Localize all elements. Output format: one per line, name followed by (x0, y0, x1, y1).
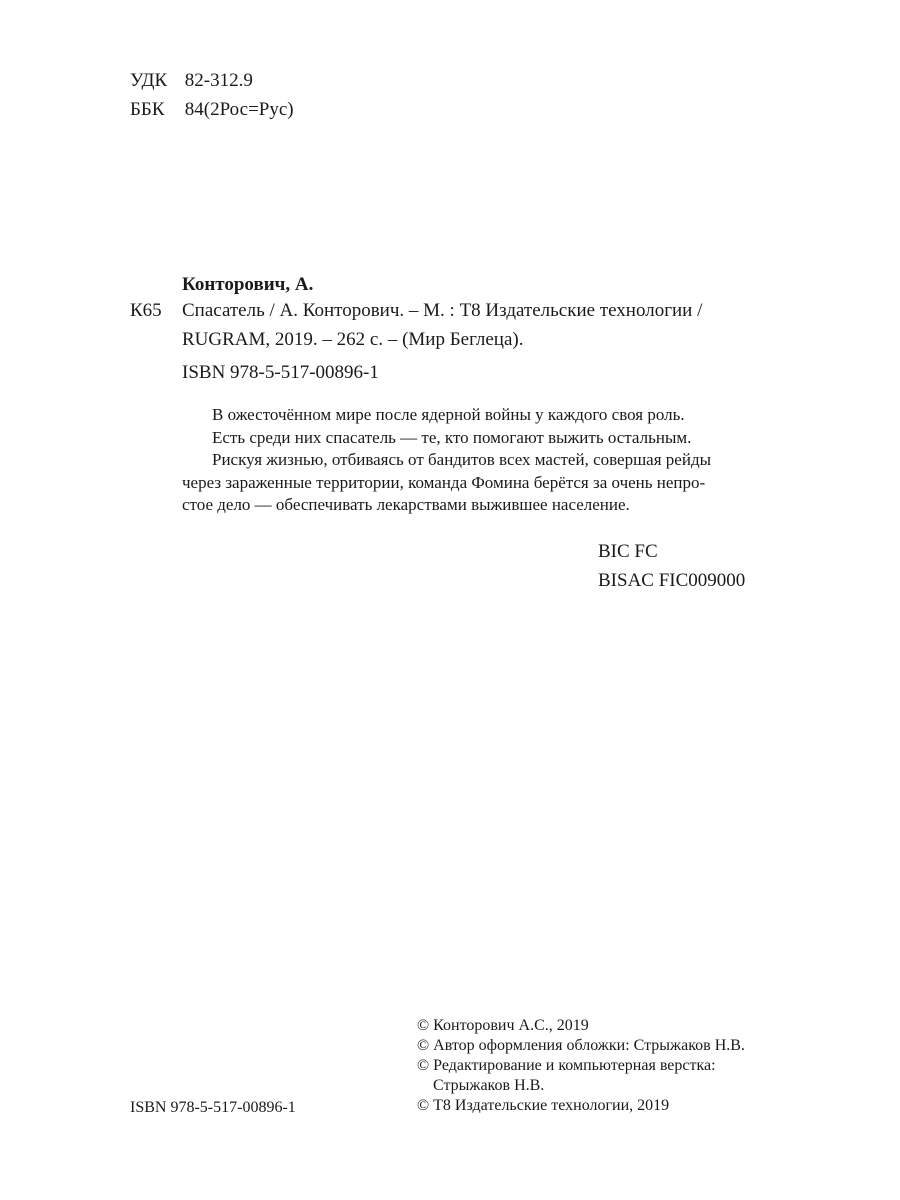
bbk-value: 84(2Рос=Рус) (184, 99, 294, 120)
udk-row (130, 66, 294, 95)
copyright-line: © Автор оформления обложки: Стрыжаков Н.В. (417, 1037, 745, 1054)
udk-label: УДК (130, 70, 168, 91)
annotation-line: В ожесточённом мире после ядерной войны у каждого своя роль. (212, 405, 685, 424)
copyright-line: © Редактирование и компьютерная верстка: (417, 1057, 716, 1074)
annotation (182, 404, 772, 517)
cutter-code: К65 (130, 300, 162, 321)
annotation-paragraph-3 (182, 449, 772, 472)
copyright-line-continued: Стрыжаков Н.В. (433, 1077, 545, 1094)
isbn: ISBN 978-5-517-00896-1 (182, 362, 379, 383)
bbk-row (130, 95, 294, 124)
bic-code: BIC FC (598, 541, 658, 562)
classification-block (130, 66, 294, 124)
annotation-line: через зараженные территории, команда Фомина берётся за очень непро- (182, 472, 706, 492)
copyright-block (417, 1016, 745, 1116)
footer-isbn: ISBN 978-5-517-00896-1 (130, 1099, 296, 1116)
annotation-line: Рискуя жизнью, отбиваясь от бандитов всех мастей, совершая рейды (212, 450, 712, 469)
author-heading: Конторович, А. (182, 274, 314, 295)
annotation-paragraph-3-continued (182, 472, 772, 517)
annotation-paragraph-2 (182, 427, 772, 450)
annotation-line: стое дело — обеспечивать лекарствами выжившее население. (182, 495, 630, 514)
bibliographic-description (182, 296, 782, 354)
annotation-line: Есть среди них спасатель — те, кто помогают выжить остальным. (212, 427, 692, 447)
udk-value: 82-312.9 (184, 70, 253, 91)
subject-codes (598, 537, 745, 595)
bbk-label: ББК (130, 99, 165, 120)
copyright-line: © Конторович А.С., 2019 (417, 1017, 589, 1034)
bib-line-2: RUGRAM, 2019. – 262 с. – (Мир Беглеца). (182, 329, 524, 350)
copyright-line: © Т8 Издательские технологии, 2019 (417, 1097, 670, 1114)
annotation-paragraph-1 (182, 404, 772, 427)
bisac-code: BISAC FIC009000 (598, 570, 746, 591)
bib-line-1: Спасатель / А. Конторович. – М. : Т8 Издательские технологии / (182, 300, 703, 321)
